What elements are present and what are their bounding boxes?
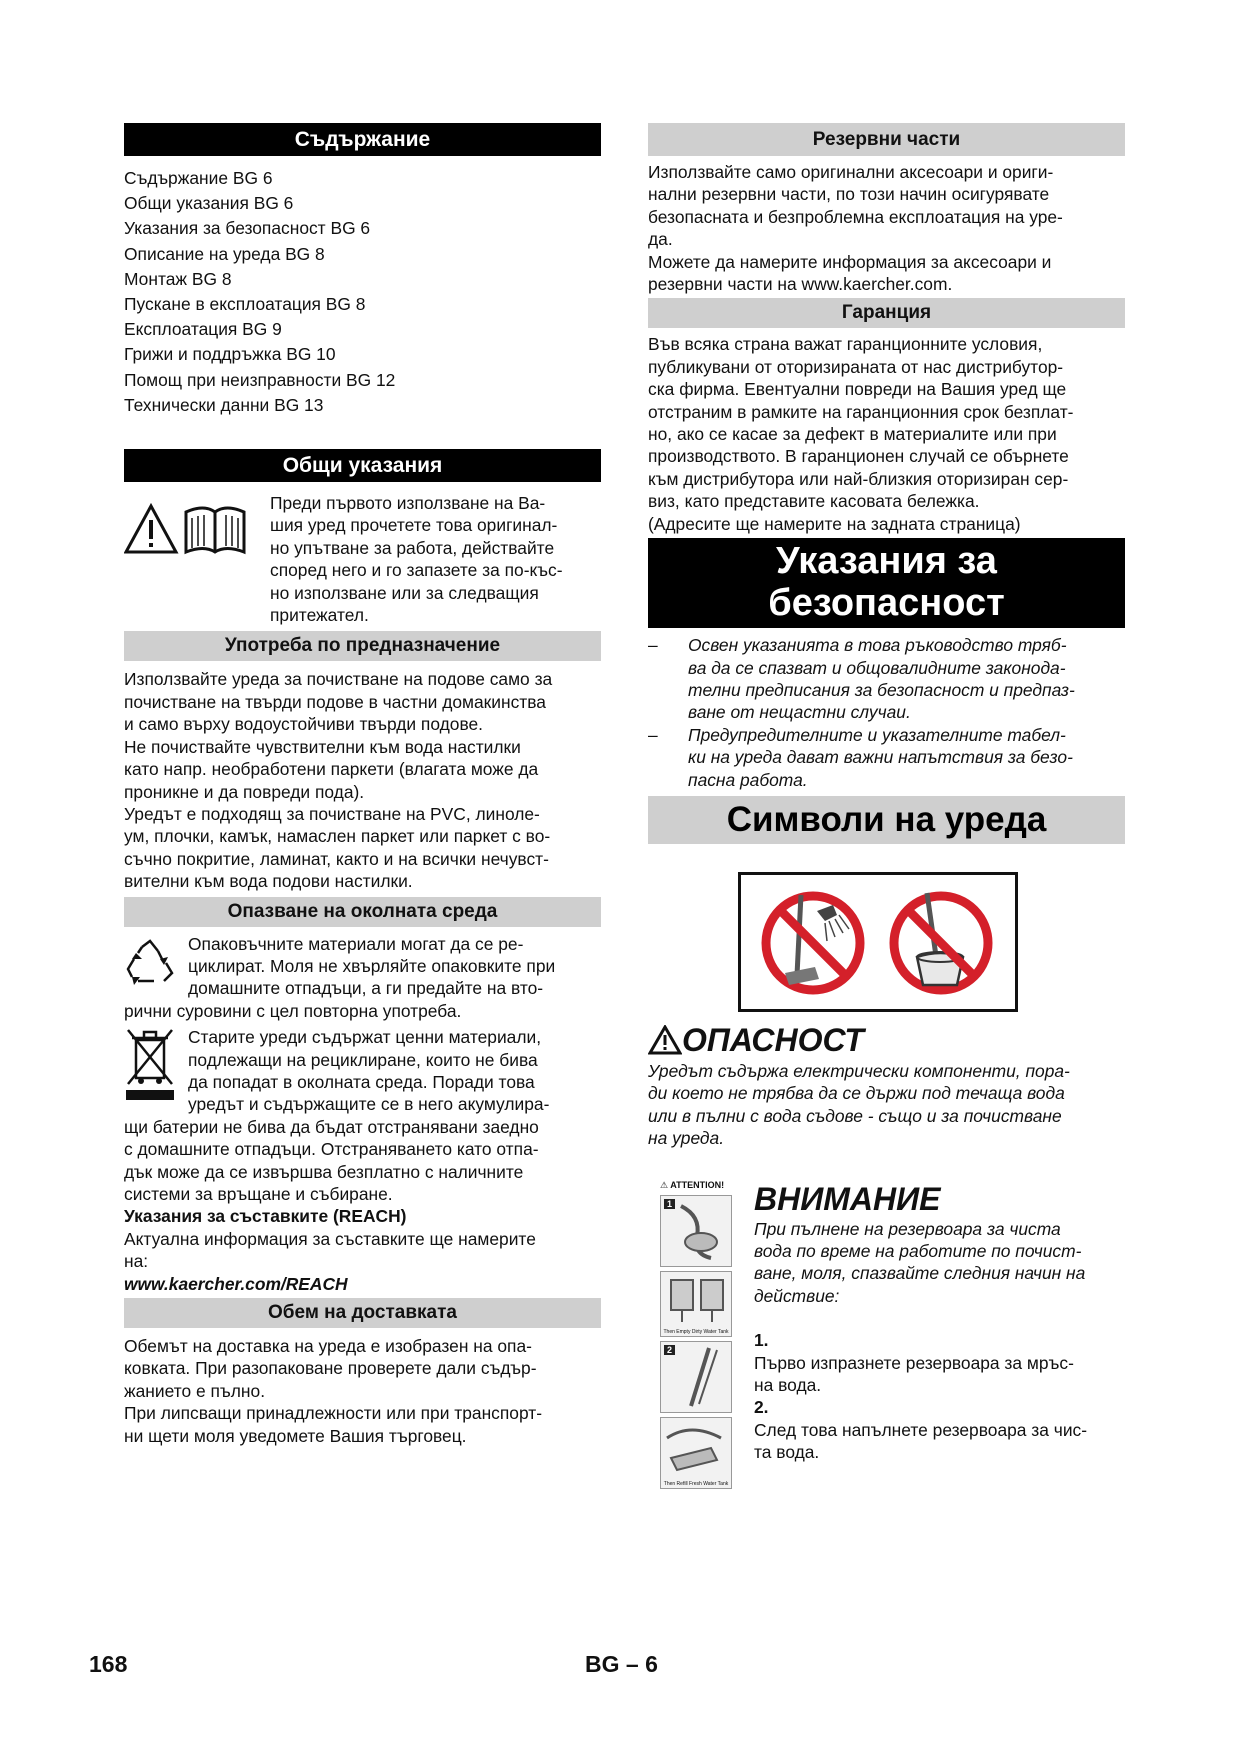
general-text: но използване или за следващия <box>270 582 539 603</box>
step-number: 2. <box>754 1397 769 1418</box>
page-number: 168 <box>89 1651 128 1677</box>
toc-item[interactable]: Указания за безопасност BG 6 <box>124 218 371 239</box>
text-line: Уредът е подходящ за почистване на PVC, линоле- <box>124 803 540 824</box>
text-line: безопасната и безпроблемна експлоатация на уре- <box>648 206 1063 227</box>
text-line: и само върху водоустойчиви твърди подове. <box>124 714 484 735</box>
text-line: Във всяка страна важат гаранционните условия, <box>648 334 1043 355</box>
delivery-text <box>124 1335 601 1447</box>
attention-instructions-figure <box>648 1180 754 1489</box>
text-line: Уредът съдържа електрически компоненти, пора- <box>648 1060 1070 1081</box>
spare-parts-text <box>648 161 1125 295</box>
warning-triangle-small-icon: ⚠ <box>660 1179 669 1190</box>
text-line: Обемът на доставка на уреда е изобразен на опа- <box>124 1336 532 1357</box>
text-line: пасна работа. <box>688 769 808 790</box>
text-line: та вода. <box>754 1442 820 1463</box>
text-line: домашните отпадъци, а ги предайте на вто- <box>188 978 544 999</box>
text-line: ки на уреда дават важни напътствия за безо- <box>688 747 1073 768</box>
text-line: но, ако се касае за дефект в материалите или при <box>648 424 1057 445</box>
text-line: с домашните отпадъци. Отстраняването като отпа- <box>124 1139 539 1160</box>
toc-heading: Съдържание <box>124 123 601 156</box>
text-line: системи за връщане и събиране. <box>124 1184 393 1204</box>
text-line: Използвайте уреда за почистване на подове само за <box>124 669 553 690</box>
text-line: да попадат в околната среда. Поради това <box>188 1071 535 1092</box>
text-line: ва да се спазват и общовалидните законода- <box>688 657 1066 678</box>
text-line: Предупредителните и указателните табел- <box>688 724 1066 745</box>
instruction-panel <box>660 1417 732 1489</box>
text-line: на: <box>124 1251 149 1272</box>
toc-item[interactable]: Пускане в експлоатация BG 8 <box>124 294 366 315</box>
text-line: резервни части на www.kaercher.com. <box>648 274 953 295</box>
list-item <box>648 724 1125 791</box>
text-line: Можете да намерите информация за аксесоари и <box>648 251 1052 272</box>
text-line: почистване на твърди подове в частни домакинства <box>124 691 546 712</box>
refill-tank-icon <box>661 1418 731 1476</box>
text-line: циклират. Моля не хвърляйте опаковките при <box>188 955 556 976</box>
safety-heading-line: Указания за <box>776 540 997 583</box>
text-line: (Адресите ще намерите на задната страница) <box>648 513 1021 534</box>
safety-heading-line: безопасност <box>768 582 1005 625</box>
instruction-panel <box>660 1341 732 1413</box>
text-line: ди което не трябва да се държи под течаща вода <box>648 1083 1065 1104</box>
warranty-heading: Гаранция <box>648 298 1125 328</box>
text-line: щи батерии не бива да бъдат отстранявани заедно <box>124 1116 539 1137</box>
device-symbols-figure <box>738 872 1018 1012</box>
text-line: подлежащи на рециклиране, които не бива <box>188 1049 538 1070</box>
section-label: BG – 6 <box>585 1651 658 1677</box>
right-column <box>648 123 1125 1489</box>
text-line: ване от нещастни случаи. <box>688 702 911 723</box>
text-line: да. <box>648 229 673 250</box>
warranty-text <box>648 333 1125 535</box>
text-line: на вода. <box>754 1375 822 1395</box>
general-block <box>124 492 601 626</box>
environment-heading: Опазване на околната среда <box>124 897 601 927</box>
toc-item[interactable]: Описание на уреда BG 8 <box>124 243 325 264</box>
attention-label <box>660 1180 754 1191</box>
danger-title: ОПАСНОСТ <box>682 1021 864 1058</box>
text-line: Първо изпразнете резервоара за мръс- <box>754 1352 1074 1373</box>
text-line: Използвайте само оригинални аксесоари и ориги- <box>648 162 1054 182</box>
intended-use-text <box>124 668 601 892</box>
text-line: съчно покритие, ламинат, както и на всички нечувст- <box>124 848 549 869</box>
text-line: ум, плочки, камък, намаслен паркет или паркет с во- <box>124 826 551 847</box>
text-line: Освен указанията в това ръководство тряб- <box>688 635 1067 656</box>
general-text: но упътване за работа, действайте <box>270 537 555 558</box>
text-line: като напр. необработени паркети (влагата може да <box>124 759 539 780</box>
text-line: вителни към вода подови настилки. <box>124 871 413 892</box>
text-line: действие: <box>754 1285 840 1306</box>
recycle-icon <box>124 933 188 1000</box>
text-line: вода по време на работите по почист- <box>754 1240 1082 1261</box>
text-line: телни предписания за безопасност и предпаз- <box>688 679 1075 700</box>
text-line: Актуална информация за съставките ще намерите <box>124 1228 536 1249</box>
intended-use-heading: Употреба по предназначение <box>124 631 601 661</box>
warning-triangle-book-icon <box>124 502 248 560</box>
text-line: на уреда. <box>648 1128 725 1149</box>
attention-label-text: ATTENTION! <box>670 1179 725 1190</box>
text-line: рични суровини с цел повторна употреба. <box>124 1000 462 1021</box>
symbols-heading: Символи на уреда <box>648 796 1125 844</box>
safety-list <box>648 634 1125 791</box>
danger-block <box>648 1022 1125 1150</box>
steps-list <box>754 1329 1125 1463</box>
text-line: производството. В гаранционен случай се обърнете <box>648 446 1069 467</box>
toc-item[interactable]: Експлоатация BG 9 <box>124 319 282 340</box>
toc-item[interactable]: Съдържание BG 6 <box>124 168 273 188</box>
panel-caption: Then Empty Dirty Water Tank <box>663 1328 729 1335</box>
text-line: ковката. При разопаковане проверете дали съдър- <box>124 1358 537 1379</box>
reach-link[interactable]: www.kaercher.com/REACH <box>124 1273 348 1294</box>
text-line: или в пълни с вода съдове - също и за почистване <box>648 1105 1062 1126</box>
safety-heading <box>648 538 1125 628</box>
list-item <box>648 634 1125 724</box>
list-dash: – <box>648 724 658 745</box>
general-text: Преди първото използване на Ва- <box>270 493 546 514</box>
text-line: ни щети моля уведомете Вашия търговец. <box>124 1425 467 1446</box>
general-heading: Общи указания <box>124 449 601 482</box>
warning-triangle-icon <box>648 1025 682 1055</box>
tank-removal-icon <box>661 1272 731 1324</box>
text-line: ване, моля, спазвайте следния начин на <box>754 1263 1086 1284</box>
text-line: нални резервни части, по този начин осигурявате <box>648 184 1050 205</box>
toc-item[interactable]: Технически данни BG 13 <box>124 394 324 415</box>
environment-block <box>124 933 601 1296</box>
text-line: публикувани от оторизираната от нас дистрибутор- <box>648 356 1064 377</box>
crossed-bin-icon <box>124 1026 188 1116</box>
danger-heading <box>648 1022 1125 1058</box>
step-badge: 1 <box>664 1199 675 1209</box>
text-line: виз, като представите касовата бележка. <box>648 491 980 512</box>
toc-item[interactable]: Монтаж BG 8 <box>124 268 232 289</box>
text-line: При липсващи принадлежности или при транспорт- <box>124 1403 543 1424</box>
text-line: При пълнене на резервоара за чиста <box>754 1218 1061 1239</box>
attention-title: ВНИМАНИЕ <box>754 1180 941 1217</box>
text-line: ска фирма. Евентуални повреди на Вашия уред ще <box>648 379 1067 400</box>
left-column <box>124 123 601 1447</box>
no-water-symbols-icon <box>741 875 1015 1009</box>
toc-item[interactable]: Грижи и поддръжка BG 10 <box>124 344 336 365</box>
instruction-panel <box>660 1195 732 1267</box>
step-badge: 2 <box>664 1345 675 1355</box>
text-line: Опаковъчните материали могат да се ре- <box>188 933 524 954</box>
list-dash: – <box>648 635 658 656</box>
text-line: Не почиствайте чувствителни към вода настилки <box>124 736 521 757</box>
general-text: според него и го запазете за по-къс- <box>270 560 563 581</box>
delivery-heading: Обем на доставката <box>124 1298 601 1328</box>
text-line: След това напълнете резервоара за чис- <box>754 1419 1088 1440</box>
instruction-panel <box>660 1271 732 1337</box>
attention-block <box>648 1180 1125 1489</box>
text-line: проникне и да повреди пода). <box>124 781 365 802</box>
warning-manual-icons <box>124 492 270 626</box>
panel-caption: Then Refill Fresh Water Tank <box>663 1480 729 1487</box>
step-number: 1. <box>754 1330 769 1351</box>
toc-item[interactable]: Помощ при неизправности BG 12 <box>124 369 396 390</box>
reach-heading: Указания за съставките (REACH) <box>124 1206 407 1227</box>
text-line: дък може да се извършва безплатно с наличните <box>124 1161 524 1182</box>
text-line: уредът и съдържащите се в него акумулира- <box>188 1094 550 1115</box>
text-line: жанието е пълно. <box>124 1380 266 1401</box>
general-text: притежател. <box>270 605 369 626</box>
toc-list <box>124 166 601 418</box>
general-text: шия уред прочетете това оригинал- <box>270 515 558 536</box>
spare-parts-heading: Резервни части <box>648 123 1125 156</box>
toc-item[interactable]: Общи указания BG 6 <box>124 193 294 214</box>
text-line: към дистрибутора или най-близкия оторизиран сер- <box>648 468 1069 489</box>
text-line: Старите уреди съдържат ценни материали, <box>188 1027 542 1048</box>
text-line: отстраним в рамките на гаранционния срок безплат- <box>648 401 1074 422</box>
